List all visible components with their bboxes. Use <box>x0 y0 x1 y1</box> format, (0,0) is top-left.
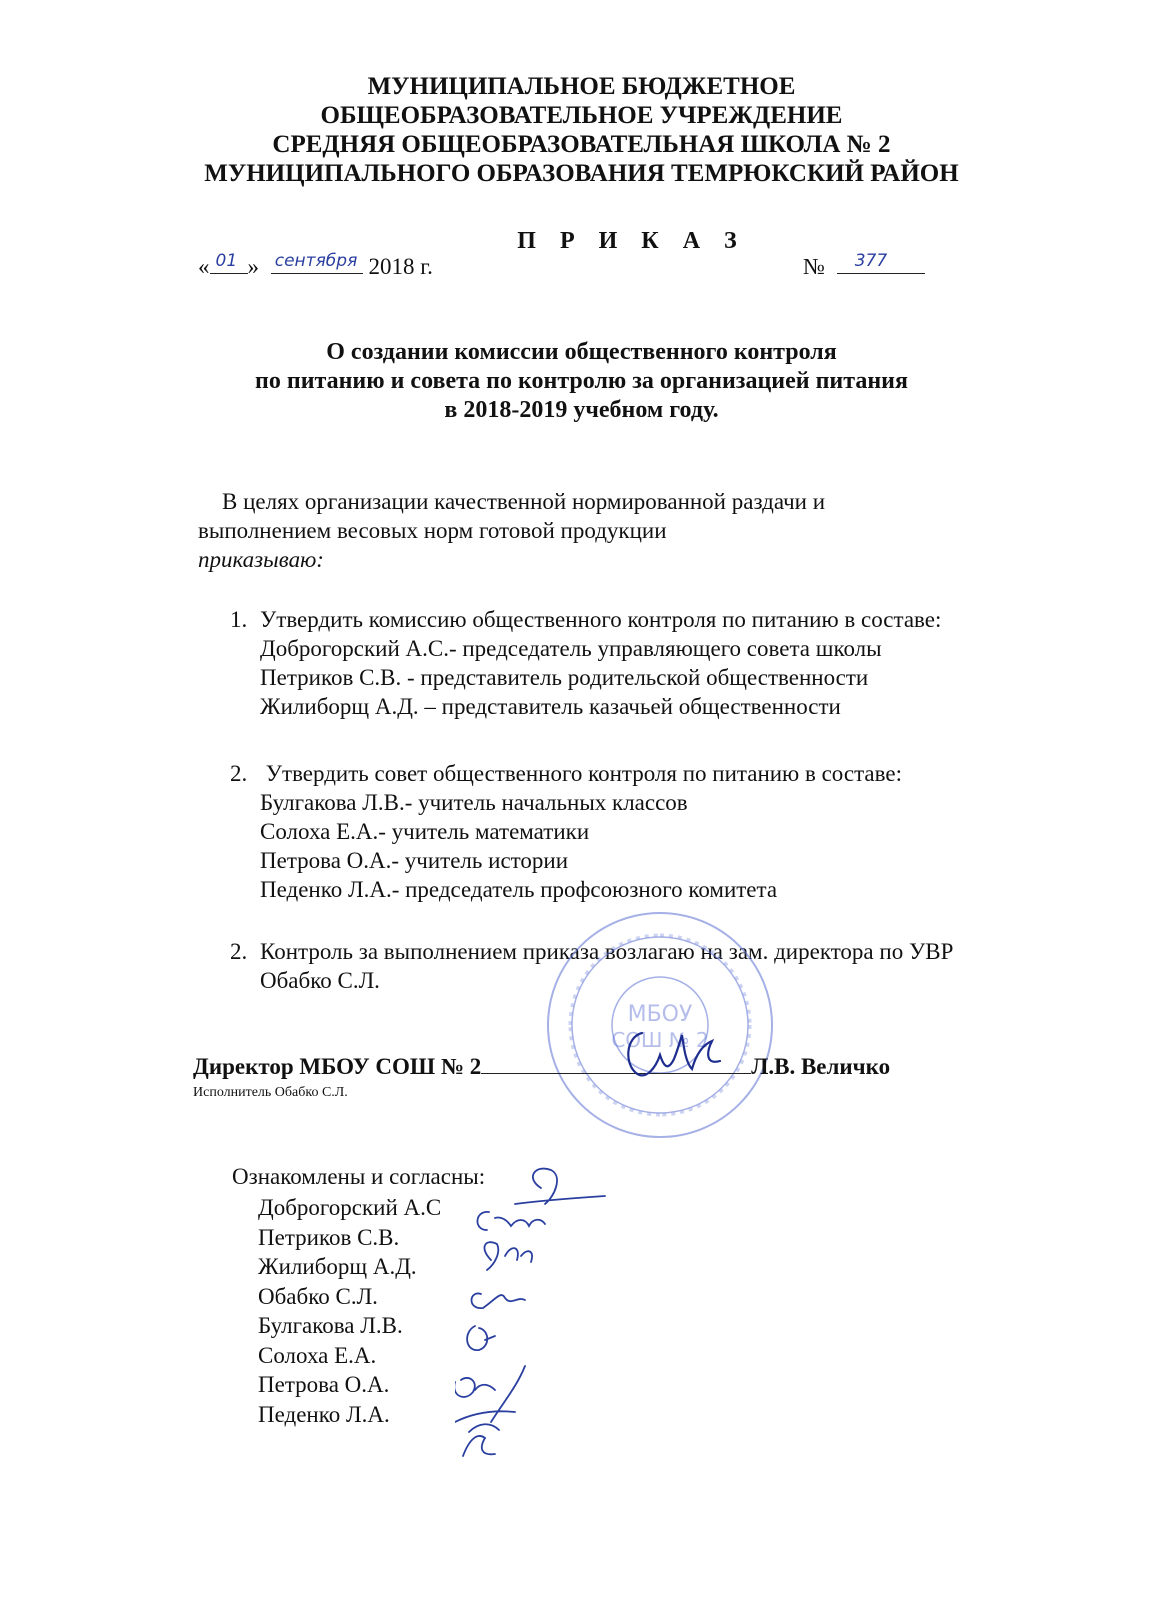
number-blank <box>837 253 925 274</box>
director-signature-line <box>193 1053 890 1080</box>
acknowledged-name: Петрова О.А. <box>258 1372 390 1397</box>
item-number: 2. <box>230 939 248 964</box>
acknowledged-name: Обабко С.Л. <box>258 1283 378 1309</box>
quote-close: » <box>247 254 259 279</box>
director-position: Директор МБОУ СОШ № 2 <box>193 1054 482 1079</box>
member-line: Петрова О.А.- учитель истории <box>260 848 569 873</box>
handwritten-month: сентября <box>274 251 358 271</box>
acknowledgement-signatures <box>455 1160 635 1460</box>
signature-dobrogorsky <box>515 1169 605 1204</box>
header-line-2: ОБЩЕОБРАЗОВАТЕЛЬНОЕ УЧРЕЖДЕНИЕ <box>320 102 843 129</box>
item-number: 1. <box>230 607 248 632</box>
subject-line-3: в 2018-2019 учебном году. <box>444 397 719 423</box>
signature-petrova <box>455 1366 525 1432</box>
order-word: приказываю: <box>198 547 324 572</box>
subject-line-1: О создании комиссии общественного контроля <box>326 339 837 365</box>
member-line: Жилиборщ А.Д. – представитель казачьей общественности <box>260 694 841 719</box>
order-number <box>803 253 925 280</box>
member-line: Петриков С.В. - представитель родительской общественности <box>260 665 869 690</box>
header-line-4: МУНИЦИПАЛЬНОГО ОБРАЗОВАНИЯ ТЕМРЮКСКИЙ РАЙОН <box>204 160 959 187</box>
acknowledged-name: Жилиборщ А.Д. <box>258 1254 417 1279</box>
intro-paragraph <box>198 487 978 574</box>
acknowledged-name: Булгакова Л.В. <box>258 1313 403 1338</box>
acknowledgement-title: Ознакомлены и согласны: <box>232 1164 486 1189</box>
signature-solokha <box>455 1378 495 1397</box>
member-line: Педенко Л.А.- председатель профсоюзного комитета <box>260 877 778 902</box>
item-text: Контроль за выполнением приказа возлагаю на зам. директора по УВР <box>260 939 954 964</box>
member-line: Солоха Е.А.- учитель математики <box>260 819 590 844</box>
signature-zhiliborshch <box>484 1242 532 1270</box>
order-date <box>198 253 433 280</box>
stamp-inner-line-1: МБОУ <box>627 1002 693 1027</box>
executor-note: Исполнитель Обабко С.Л. <box>193 1085 348 1100</box>
signature-bulgakova <box>467 1326 495 1350</box>
signature-pedenko <box>463 1436 495 1456</box>
day-blank <box>210 253 248 274</box>
acknowledged-name: Солоха Е.А. <box>258 1342 377 1368</box>
acknowledgement-list <box>258 1193 441 1429</box>
director-name: Л.В. Величко <box>751 1054 891 1079</box>
order-item <box>230 759 902 904</box>
item-text: Утвердить комиссию общественного контроля по питанию в составе: <box>260 607 942 632</box>
item-number: 2. <box>230 761 248 786</box>
signature-obabko <box>472 1293 526 1308</box>
order-subject <box>0 338 1163 425</box>
quote-open: « <box>198 254 210 279</box>
intro-line-1: В целях организации качественной нормированной раздачи и <box>222 489 826 514</box>
handwritten-number: 377 <box>854 251 888 271</box>
item-text: Утвердить совет общественного контроля по питанию в составе: <box>260 761 902 786</box>
acknowledged-name: Педенко Л.А. <box>258 1401 390 1427</box>
header-line-3: СРЕДНЯЯ ОБЩЕОБРАЗОВАТЕЛЬНАЯ ШКОЛА № 2 <box>272 131 891 158</box>
member-line: Булгакова Л.В.- учитель начальных классов <box>260 790 688 815</box>
subject-line-2: по питанию и совета по контролю за организацией питания <box>255 368 908 394</box>
signature-petrikov <box>477 1212 545 1230</box>
order-title: П Р И К А З <box>517 228 746 254</box>
member-line: Обабко С.Л. <box>260 968 380 993</box>
order-item <box>230 605 941 721</box>
acknowledged-name: Доброгорский А.С <box>258 1195 442 1220</box>
intro-line-2: выполнением весовых норм готовой продукции <box>198 518 667 543</box>
handwritten-day: 01 <box>215 251 238 271</box>
number-sign: № <box>803 254 825 279</box>
member-line: Доброгорский А.С.- председатель управляющего совета школы <box>260 636 882 661</box>
month-blank <box>271 253 363 274</box>
header-line-1: МУНИЦИПАЛЬНОЕ БЮДЖЕТНОЕ <box>367 73 796 100</box>
order-year: 2018 г. <box>368 254 433 279</box>
stamp-inner-line-2: СОШ № 2 <box>611 1028 709 1052</box>
director-handwritten-signature <box>620 1015 740 1090</box>
institution-header <box>0 72 1163 188</box>
acknowledged-name: Петриков С.В. <box>258 1224 400 1250</box>
